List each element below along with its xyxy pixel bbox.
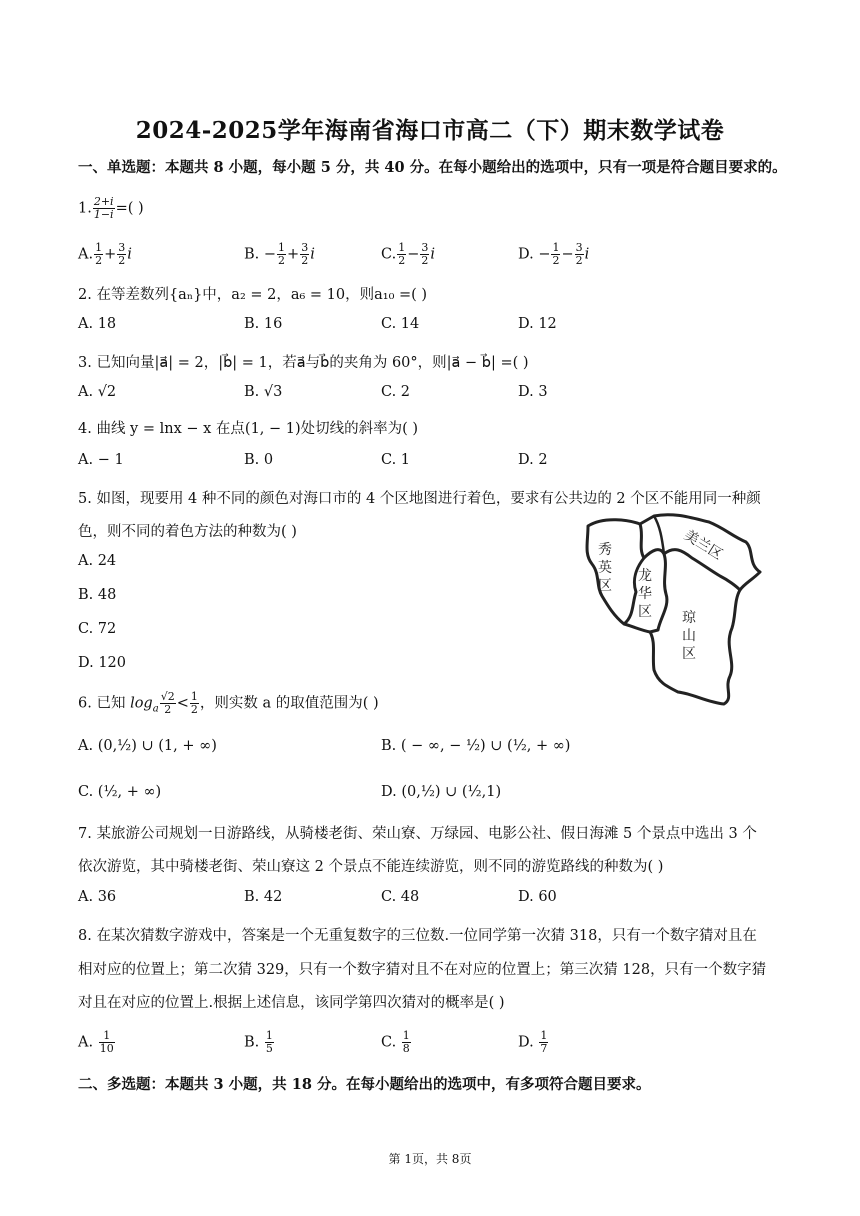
option-d: D. 120	[78, 655, 127, 671]
label-xiuying-1: 秀	[598, 542, 612, 558]
map-outline	[587, 515, 760, 704]
option-b: B. √3	[244, 384, 283, 400]
question-number: 1.	[78, 200, 92, 217]
option-b: B. ( − ∞, − ½) ∪ (½, + ∞)	[381, 738, 571, 754]
question-1	[78, 196, 144, 221]
option-b: B. 16	[244, 316, 283, 332]
label-qiongshan-2: 山	[682, 628, 696, 644]
question-suffix: =( )	[115, 200, 144, 217]
section-heading-single-choice: 一、单选题：本题共 8 小题，每小题 5 分，共 40 分。在每小题给出的选项中，只有一项是符合题目要求的。	[78, 159, 787, 176]
question-8-line-1: 8. 在某次猜数字游戏中，答案是一个无重复数字的三位数.一位同学第一次猜 318，只有一个数字猜对且在	[78, 928, 757, 944]
option-b: B. 0	[244, 452, 274, 468]
option-c: C. 14	[381, 316, 420, 332]
option-d: D. − $\frac{1}{2}$ − $\frac{3}{2}$ i	[518, 241, 590, 267]
page-title: 2024-2025学年海南省海口市高二（下）期末数学试卷	[135, 117, 725, 144]
label-xiuying-3: 区	[598, 578, 612, 594]
fraction: $\frac{2+i}{1-i}$	[93, 195, 114, 221]
label-qiongshan-3: 区	[682, 646, 696, 662]
page-footer: 第 1页，共 8页	[388, 1152, 472, 1166]
option-a: A. $\frac{1}{2}$ + $\frac{3}{2}$ i	[78, 241, 132, 267]
question-6: 6. 已知 $\log_a$ $\frac{√2}{2}$ < $\frac{1}{2}$ ，则实数 a 的取值范围为( )	[78, 690, 379, 716]
question-3: 3. 已知向量|a⃗| = 2，|b⃗| = 1，若a⃗与b⃗的夹角为 60°，则|a⃗ − b⃗| =( )	[78, 355, 529, 371]
option-b: B. $\frac{1}{5}$	[244, 1029, 273, 1055]
option-b: B. − $\frac{1}{2}$ + $\frac{3}{2}$ i	[244, 241, 315, 267]
label-xiuying-2: 英	[598, 560, 612, 576]
section-heading-multiple-choice: 二、多选题：本题共 3 小题，共 18 分。在每小题给出的选项中，有多项符合题目要求。	[78, 1076, 651, 1093]
option-d: D. 3	[518, 384, 548, 400]
label-meilan: 美兰区	[681, 527, 726, 564]
question-8-line-3: 对且在对应的位置上.根据上述信息，该同学第四次猜对的概率是( )	[78, 995, 505, 1011]
option-d: D. $\frac{1}{7}$	[518, 1029, 548, 1055]
label-longhua-3: 区	[638, 604, 652, 620]
option-d: D. (0,½) ∪ (½,1)	[381, 784, 502, 800]
question-7-line-2: 依次游览，其中骑楼老街、荣山寮这 2 个景点不能连续游览，则不同的游览路线的种数为( )	[78, 859, 664, 875]
option-d: D. 60	[518, 889, 557, 905]
map-labels	[598, 527, 725, 662]
option-a: A. $\frac{1}{10}$	[78, 1029, 114, 1055]
option-c: C. 2	[381, 384, 411, 400]
option-c: C. $\frac{1}{2}$ − $\frac{3}{2}$ i	[381, 241, 435, 267]
option-a: A. − 1	[78, 452, 124, 468]
question-2: 2. 在等差数列{aₙ}中，a₂ = 2，a₆ = 10，则a₁₀ =( )	[78, 287, 428, 303]
option-b: B. 42	[244, 889, 283, 905]
haikou-district-map	[574, 506, 768, 708]
question-8-line-2: 相对应的位置上；第二次猜 329，只有一个数字猜对且不在对应的位置上；第三次猜 128，只有一个数字猜	[78, 962, 767, 978]
question-5-line-1: 5. 如图，现要用 4 种不同的颜色对海口市的 4 个区地图进行着色，要求有公共边的 2 个区不能用同一种颜	[78, 491, 761, 507]
option-c: C. 72	[78, 621, 117, 637]
question-5-line-2: 色，则不同的着色方法的种数为( )	[78, 524, 297, 540]
option-a: A. 36	[78, 889, 117, 905]
option-a: A. √2	[78, 384, 117, 400]
option-c: C. 48	[381, 889, 420, 905]
option-c: C. 1	[381, 452, 411, 468]
question-7-line-1: 7. 某旅游公司规划一日游路线，从骑楼老街、荣山寮、万绿园、电影公社、假日海滩 5 个景点中选出 3 个	[78, 826, 757, 842]
question-4: 4. 曲线 y = lnx − x 在点(1, − 1)处切线的斜率为( )	[78, 421, 419, 437]
label-qiongshan-1: 琼	[682, 610, 696, 626]
option-c: C. $\frac{1}{8}$	[381, 1029, 410, 1055]
option-c: C. (½, + ∞)	[78, 784, 162, 800]
label-longhua-1: 龙	[638, 568, 652, 584]
option-a: A. 18	[78, 316, 117, 332]
option-a: A. (0,½) ∪ (1, + ∞)	[78, 738, 217, 754]
label-longhua-2: 华	[638, 586, 652, 602]
option-d: D. 12	[518, 316, 557, 332]
border-meilan-qiongshan	[664, 550, 740, 590]
option-b: B. 48	[78, 587, 117, 603]
option-a: A. 24	[78, 553, 117, 569]
option-d: D. 2	[518, 452, 548, 468]
